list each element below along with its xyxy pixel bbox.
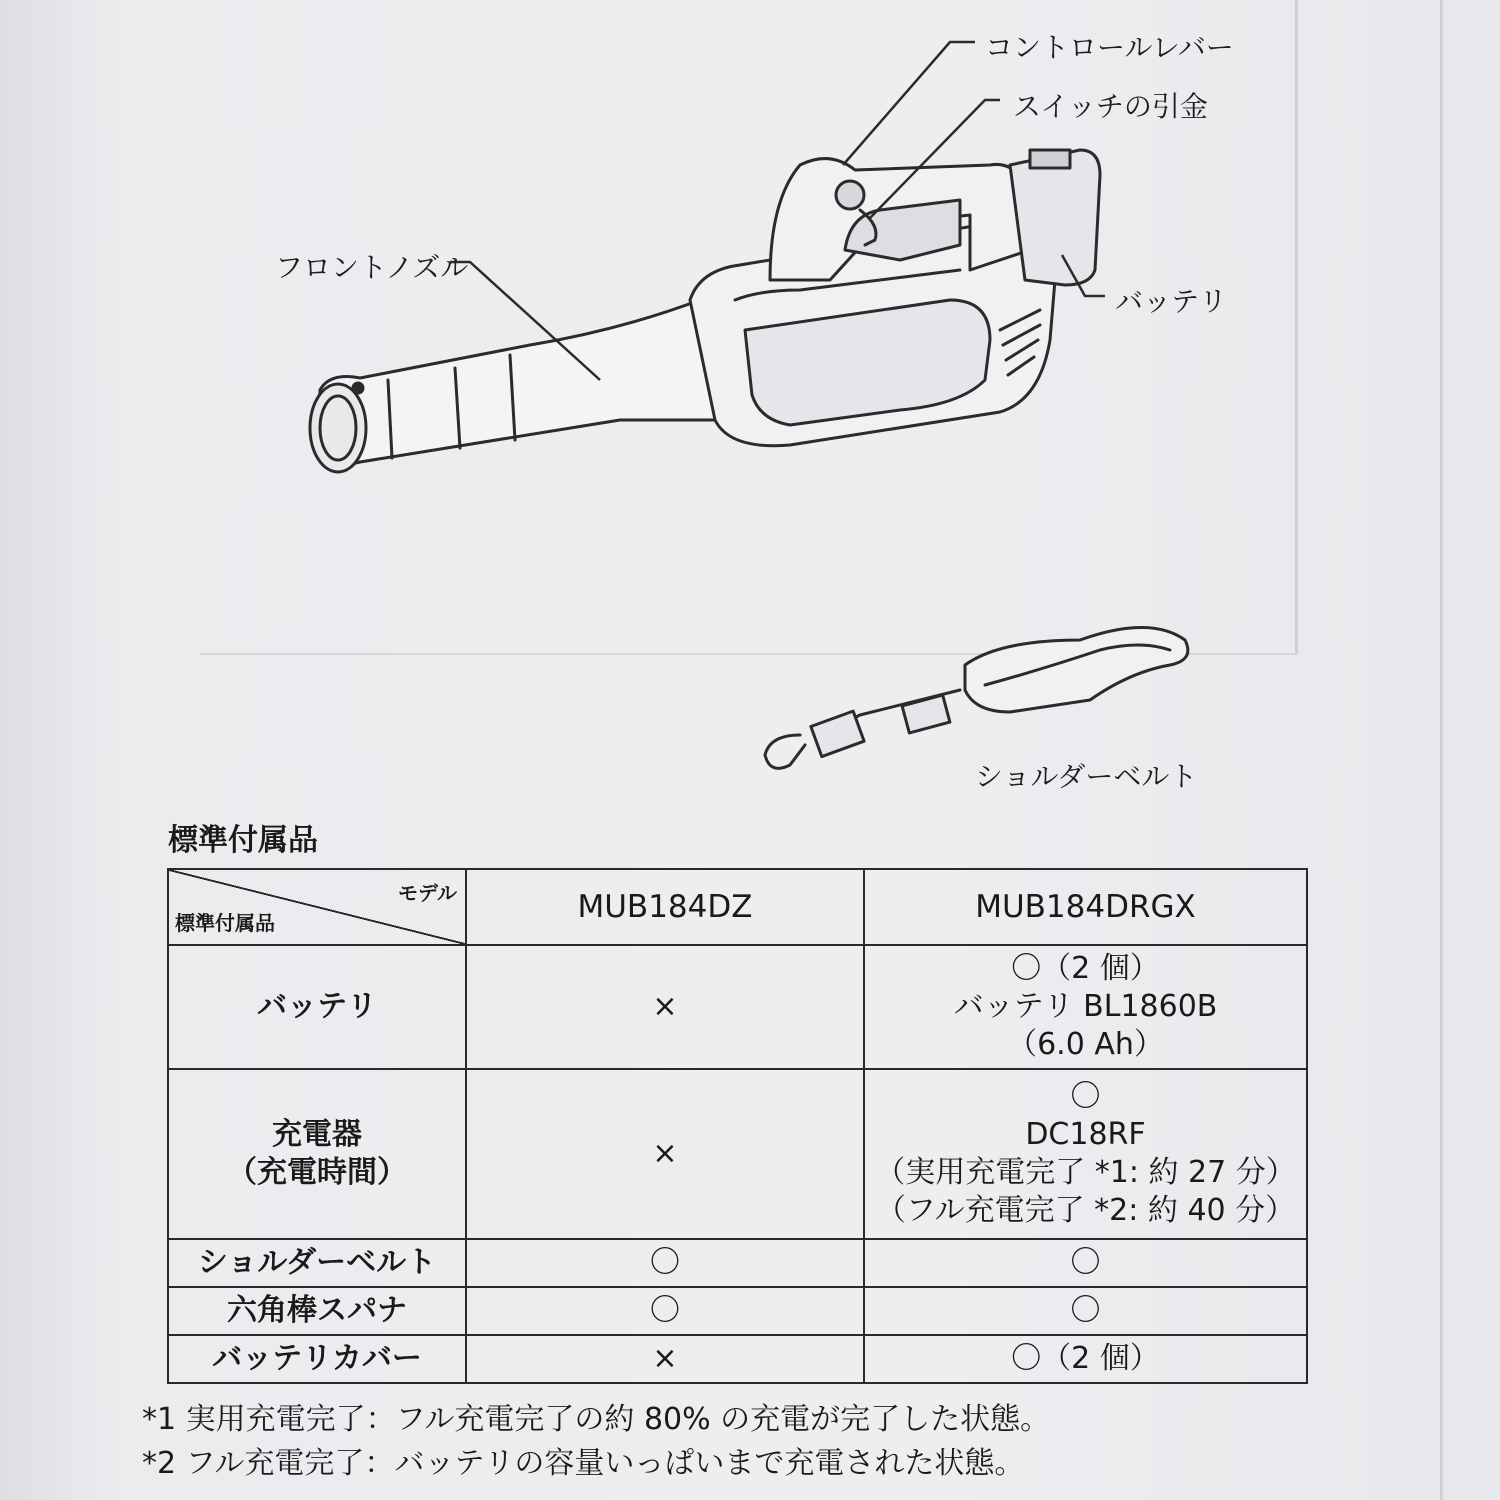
label-shoulder-belt: ショルダーベルト bbox=[975, 760, 1198, 793]
table-corner-cell bbox=[168, 869, 466, 945]
battery-shape bbox=[1010, 150, 1100, 285]
cell-drgx: 〇（2 個） バッテリ BL1860B （6.0 Ah） bbox=[864, 945, 1307, 1069]
row-label: ショルダーベルト bbox=[168, 1239, 466, 1287]
label-switch-trigger: スイッチの引金 bbox=[1013, 90, 1208, 123]
corner-model-label: モデル bbox=[398, 881, 457, 905]
shoulder-belt-shape bbox=[965, 628, 1188, 713]
cell-dz: × bbox=[466, 945, 864, 1069]
leader-control-lever bbox=[843, 42, 975, 165]
table-row bbox=[168, 1335, 1307, 1383]
cell-dz: × bbox=[466, 1069, 864, 1239]
cell-dz: 〇 bbox=[466, 1239, 864, 1287]
table-row bbox=[168, 1239, 1307, 1287]
table-row bbox=[168, 945, 1307, 1069]
cell-drgx: 〇 bbox=[864, 1287, 1307, 1335]
row-label: 六角棒スパナ bbox=[168, 1287, 466, 1335]
model-header: MUB184DZ bbox=[466, 869, 864, 945]
cell-dz: 〇 bbox=[466, 1287, 864, 1335]
footnote-2: *2 フル充電完了：バッテリの容量いっぱいまで充電された状態。 bbox=[142, 1446, 1025, 1481]
row-label: バッテリ bbox=[168, 945, 466, 1069]
footnote-1: *1 実用充電完了：フル充電完了の約 80% の充電が完了した状態。 bbox=[142, 1402, 1051, 1437]
table-row bbox=[168, 1287, 1307, 1335]
cell-drgx: 〇 bbox=[864, 1239, 1307, 1287]
cell-drgx: 〇（2 個） bbox=[864, 1335, 1307, 1383]
section-title: 標準付属品 bbox=[168, 823, 318, 858]
row-label: 充電器 （充電時間） bbox=[168, 1069, 466, 1239]
table-header-row bbox=[168, 869, 1307, 945]
label-control-lever: コントロールレバー bbox=[985, 31, 1234, 64]
table-row bbox=[168, 1069, 1307, 1239]
model-header: MUB184DRGX bbox=[864, 869, 1307, 945]
footnotes bbox=[142, 1398, 1050, 1486]
label-battery: バッテリ bbox=[1115, 285, 1228, 318]
row-label: バッテリカバー bbox=[168, 1335, 466, 1383]
control-lever-knob bbox=[836, 181, 864, 209]
label-front-nozzle: フロントノズル bbox=[275, 251, 469, 284]
accessories-table bbox=[167, 868, 1308, 1384]
cell-drgx: 〇 DC18RF （実用充電完了 *1: 約 27 分） （フル充電完了 *2: 約 40 分） bbox=[864, 1069, 1307, 1239]
corner-accessory-label: 標準付属品 bbox=[175, 911, 275, 935]
cell-dz: × bbox=[466, 1335, 864, 1383]
